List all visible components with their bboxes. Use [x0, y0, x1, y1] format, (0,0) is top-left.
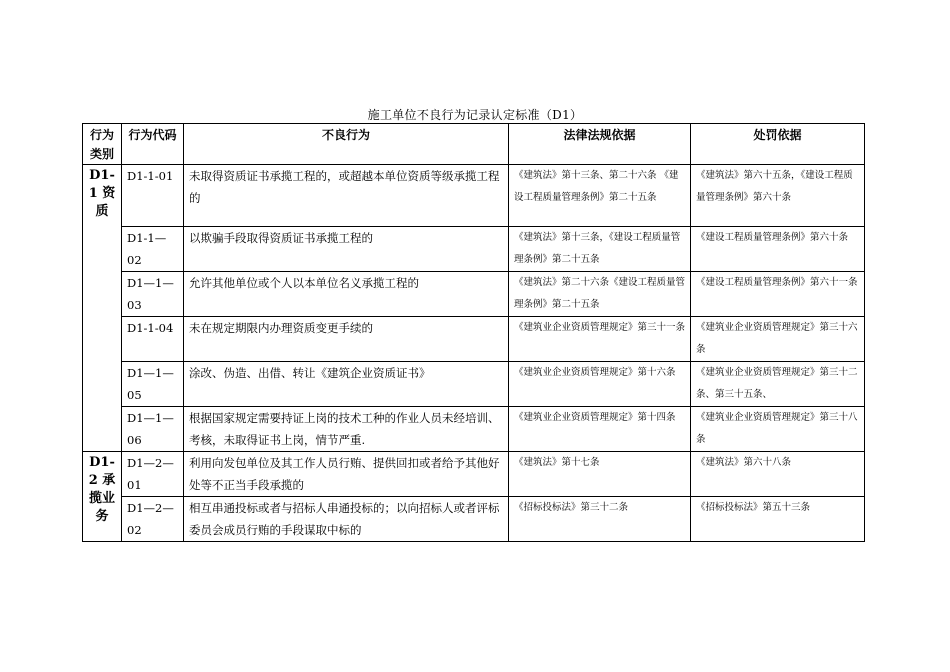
penalty-basis-cell: 《建筑法》第六十五条，《建设工程质量管理条例》第六十条: [691, 165, 865, 227]
code-cell: D1—1—06: [122, 407, 184, 452]
behavior-cell: 根据国家规定需要持证上岗的技术工种的作业人员未经培训、考核，未取得证书上岗，情节严重.: [184, 407, 509, 452]
header-category: 行为类别: [83, 124, 122, 165]
penalty-basis-cell: 《建筑业企业资质管理规定》第三十八条: [691, 407, 865, 452]
penalty-basis-cell: 《建设工程质量管理条例》第六十一条: [691, 272, 865, 317]
table-row: [83, 407, 865, 452]
table-row: [83, 165, 865, 227]
legal-basis-cell: 《建筑法》第二十六条《建设工程质量管理条例》第二十五条: [509, 272, 691, 317]
standards-table: [82, 123, 865, 542]
penalty-basis-cell: 《建筑法》第六十八条: [691, 452, 865, 497]
code-cell: D1-1-01: [122, 165, 184, 227]
table-row: [83, 362, 865, 407]
legal-basis-cell: 《建筑业企业资质管理规定》第十六条: [509, 362, 691, 407]
legal-basis-cell: 《招标投标法》第三十二条: [509, 497, 691, 542]
behavior-cell: 涂改、伪造、出借、转让《建筑企业资质证书》: [184, 362, 509, 407]
code-cell: D1-1-04: [122, 317, 184, 362]
behavior-cell: 以欺骗手段取得资质证书承揽工程的: [184, 227, 509, 272]
header-legal-basis: 法律法规依据: [509, 124, 691, 165]
legal-basis-cell: 《建筑法》第十三条，《建设工程质量管理条例》第二十五条: [509, 227, 691, 272]
code-cell: D1-1—02: [122, 227, 184, 272]
table-row: [83, 497, 865, 542]
behavior-cell: 相互串通投标或者与招标人串通投标的；以向招标人或者评标委员会成员行贿的手段谋取中标的: [184, 497, 509, 542]
category-cell: D1-2 承揽业务: [83, 452, 122, 542]
behavior-cell: 未在规定期限内办理资质变更手续的: [184, 317, 509, 362]
table-row: [83, 272, 865, 317]
document-title: 施工单位不良行为记录认定标准（D1）: [367, 108, 583, 122]
code-cell: D1—1—05: [122, 362, 184, 407]
code-cell: D1—2—01: [122, 452, 184, 497]
header-penalty-basis: 处罚依据: [691, 124, 865, 165]
table-row: [83, 317, 865, 362]
behavior-cell: 利用向发包单位及其工作人员行贿、提供回扣或者给予其他好处等不正当手段承揽的: [184, 452, 509, 497]
behavior-cell: 允许其他单位或个人以本单位名义承揽工程的: [184, 272, 509, 317]
code-cell: D1—1—03: [122, 272, 184, 317]
table-row: [83, 452, 865, 497]
penalty-basis-cell: 《建设工程质量管理条例》第六十条: [691, 227, 865, 272]
table-row: [83, 227, 865, 272]
penalty-basis-cell: 《招标投标法》第五十三条: [691, 497, 865, 542]
behavior-cell: 未取得资质证书承揽工程的，或超越本单位资质等级承揽工程的: [184, 165, 509, 227]
legal-basis-cell: 《建筑业企业资质管理规定》第十四条: [509, 407, 691, 452]
legal-basis-cell: 《建筑业企业资质管理规定》第三十一条: [509, 317, 691, 362]
code-cell: D1—2—02: [122, 497, 184, 542]
table-header-row: [83, 124, 865, 165]
header-code: 行为代码: [122, 124, 184, 165]
legal-basis-cell: 《建筑法》第十七条: [509, 452, 691, 497]
legal-basis-cell: 《建筑法》第十三条、第二十六条 《建设工程质量管理条例》第二十五条: [509, 165, 691, 227]
category-cell: D1-1 资质: [83, 165, 122, 452]
penalty-basis-cell: 《建筑业企业资质管理规定》第三十六条: [691, 317, 865, 362]
penalty-basis-cell: 《建筑业企业资质管理规定》第三十二条、第三十五条、: [691, 362, 865, 407]
header-behavior: 不良行为: [184, 124, 509, 165]
